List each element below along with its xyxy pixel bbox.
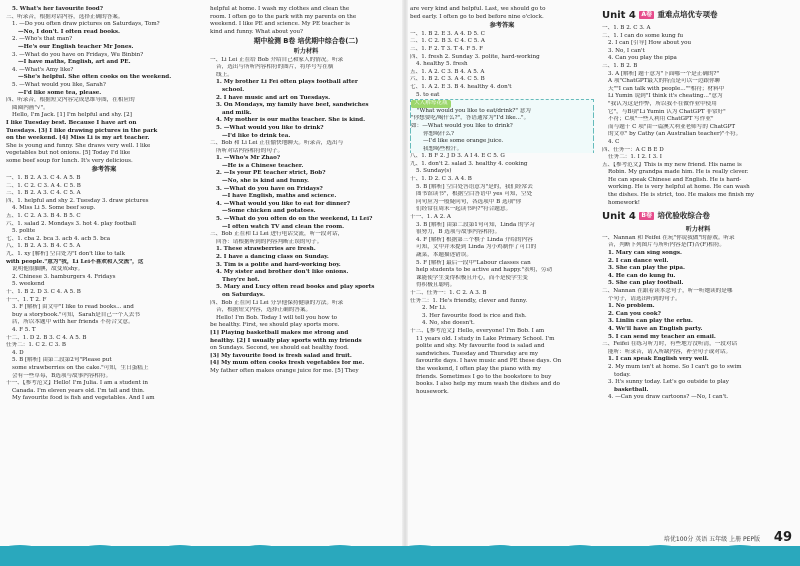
text-line: 图书馆读书"，根据空白答语中 yes 可知，空处 [416,191,533,198]
text-line: buy a storybook."可知，Sarah是自己一个人去书 [12,311,140,318]
text-line: help students to be active and happy."表明，劳动 [416,267,553,274]
text-line: 2. Mr Li. [422,305,447,312]
text-line: —No, she is kind and funny. [222,178,309,185]
text-line: 5. Sunday(s) [416,168,452,175]
column-4 [602,6,794,544]
unit-label: Unit 4 [602,10,636,21]
text-line: I like Tuesday best. Because I have art on [6,119,137,126]
text-line: 5. —What would you like to drink? [216,124,324,131]
text-line: with people."意为"我，Li Lei不喜欢和人交流"，这 [6,258,144,265]
text-line: "What would you like to eat/drink?" 意为 [410,108,594,116]
text-line: 十、1. B 2. D 3. C 4. A 5. B [6,288,81,295]
text-line: —He's our English teacher Mr Jones. [18,43,134,50]
book-info: 培优100分 英语 五年级 上册 PEP版 [663,536,760,543]
section-heading: 听力材料 [293,47,319,55]
text-line: 问句应为一般疑问句，各选项中 B 选项"你 [416,198,522,205]
text-line: 4. We'll have an English party. [608,325,703,332]
text-line: 4. Miss Li 5. Some beef soup. [12,205,96,212]
text-line: 三、Bob 正在和 Li Lei 进行电话交流，听一段对话， [210,231,344,238]
text-line: 3. Linlin can play the erhu. [608,318,693,325]
text-line: 1. —Who's Mr Zhao? [216,155,281,162]
text-line: —I'd like some orange juice. [410,138,594,146]
paper-tag: A卷 [641,11,653,18]
text-line: 三、Feifei 在练习听力时，有些地方没听清，一段对话 [602,341,738,348]
text-line: 十三、【参考范文】Hello, everyone! I'm Bob. I am [410,327,545,334]
text-line: 5. F [解析] 最后一段中"Labour classes can [416,259,531,266]
text-line: 5. I can send my teacher an email. [608,333,716,340]
text-line: They're hot. [222,276,260,283]
text-line: 九、1. xy [解析] 空白处为"I don't like to talk [6,251,125,257]
text-line: 4. My mother is our maths teacher. She is kind. [216,117,366,124]
text-line: 它"，与B项"Li Yumin 认为 ChatGPT 非常好" [608,108,726,115]
text-line: bed early. I often go to bed before nine o'clock. [410,13,544,20]
text-line: 二、Nannan 在跟着读本念句子，听一听她读的是哪 [602,288,733,294]
text-line: 4. My sister and brother don't like onions. [216,269,349,276]
text-line: 5. B [解析] 空白处答语意为"是的，我们经常去 [416,183,533,190]
text-line: 二、Bob 和 Li Lei 正在愉快地聊天。听录音，选出与 [210,140,344,147]
text-line: 三、1. B 2. A 3. C 4. C 5. A [6,190,81,197]
text-line: 音，选出与所听内容相符的图片，将序号写在横 [216,64,334,71]
text-line: 3. —What do you have on Fridays? [216,185,323,192]
text-line: 店，所以本题中 with her friends 不符合文意。 [12,319,134,326]
text-line: 三、听录音，根据对话内容，选择正确的答案。 [6,13,124,20]
text-line: healthy. [2] I usually play sports with my friends [210,337,362,344]
text-line: 十一、1. T 2. F [6,296,47,303]
text-line: —She's helpful. She often cooks on the weekend. [18,74,172,81]
text-line: 可知，文中并未提到 Linda 为小鸡制作了可口的 [416,244,537,251]
text-line: basketball. [614,386,649,393]
text-line: 5. weekend [12,281,45,288]
text-line: 4. F [解析] 根据第三个棋子 Linda 介绍的内容 [416,236,533,243]
unit-4b-heading [602,209,794,224]
text-line: 2. My mum isn't at home. So I can't go to swim [608,363,742,370]
text-line: friends. Sometimes I go to the bookstore to buy [416,373,552,380]
text-line: room. I often go to the park with my parents on the [210,13,357,20]
text-line: 能听：听录音，请入所缺内容，补全句子或对话。 [608,348,732,355]
text-line: 十、1. D 2. C 3. A 4. B [410,176,472,183]
text-line: 1. No problem. [608,303,655,310]
text-line: 十二、任务一：1. C 2. A 3. B [410,289,487,296]
text-line: 回答：请根据听到的内容判断正误的句子。 [216,238,323,245]
text-line: 八、1. B 2. A 3. B 4. C 5. A [6,243,81,250]
column-3 [410,6,594,544]
text-line: polite and shy. My favourite food is salad and [416,343,545,350]
text-line: 蔬菜，本题描述错误。 [416,252,472,258]
tip-box-title: 大人解每花瓶 [411,100,451,108]
text-line: 二、1. I can do some kung fu [602,32,684,39]
text-line: 一、1. B 2. C 3. A [602,25,651,31]
text-line: 三、1. F 2. T 3. T 4. F 5. F [410,45,483,52]
text-line: 4. —What's Amy like? [12,66,74,73]
text-line: 3. It's sunny today. Let's go outside to play [608,379,729,386]
text-line: 七、1. cba 2. bca 3. acb 4. acb 5. bca [6,235,111,242]
text-line: 二、1. C 2. B 3. C 4. C 5. A [410,38,485,45]
text-line: 圆圈内画"√"。 [12,104,49,111]
text-line: sandwiches. Tuesday and Thursday are my [416,350,539,357]
text-line: vegetables but not onions. [5] Today I'd like [6,150,131,157]
footer-band [0,546,800,566]
unit-title: 重难点培优专项卷 [657,10,718,19]
text-line: 3. No, I can't [608,47,645,54]
section-heading: 听力材料 [685,226,711,234]
text-line: —I have English, maths and science. [222,193,337,200]
text-line: 2. I can dance well. [608,257,669,264]
text-line: He can speak Chinese and English. He is hard- [608,176,742,183]
text-line: [4] My mum often cooks fresh vegetables for me. [210,360,365,367]
text-line: 课能使学生变得积极且开心，而不是使学生变 [416,274,528,281]
text-line: 4. F 5. T [12,326,36,333]
text-line: 线上。 [216,71,233,78]
unit-4a-answers [602,25,794,207]
text-line: working. He is very helpful at home. He can wash [608,184,750,191]
text-line: [3] My favourite food is fresh salad and fruit. [210,352,352,359]
text-line: on Sundays. Second, we should eat healthy food. [210,345,349,352]
text-line: 4. Can you play the pipa [608,55,677,62]
text-line: 八、1. B F 2. J D 3. A I 4. E C 5. G [410,153,505,160]
text-line: 会有一些草莓，B选项与故事内容相符。 [12,372,112,379]
text-line: today. [614,371,631,378]
text-line: 5. polite [12,228,36,235]
text-line: 4. D [12,349,24,356]
text-line: 所听对话内容相符的句子。 [216,147,284,154]
text-line: some beef soup for lunch. It's very delicious. [6,157,133,164]
text-line: 十一、1. A 2. A [410,214,451,221]
text-line [410,99,594,108]
section-heading: 参考答案 [489,22,515,30]
text-line: weekend. I like PE and science. My PE teacher is [210,21,350,28]
text-line: 七、1. A 2. E 3. B 4. healthy 4. don't [410,83,512,90]
text-line: 2. I have music and art on Tuesdays. [216,94,331,101]
text-line: "你想要吃/喝什么?"，答语通常为"I'd like..."。 [410,115,594,123]
text-line: Li Yumin 说到"I think it's cheating..."意为 [608,93,723,100]
text-line: helpful at home. I wash my clothes and clean the [210,6,350,12]
text-line: 三、1. B 2. B [602,62,638,69]
text-line: 四、Bob 正在向 Li Lei 分享他保持健康的方法。听录 [210,299,344,306]
text-line: housework. [416,388,449,395]
text-line: —Some chicken and potatoes. [222,208,316,215]
text-line: 音，根据短文内容，选择正确的答案。 [216,307,312,314]
text-line: 五、1. A 2. C 3. B 4. A 5. A [410,68,485,75]
text-line: 九、1. don't 2. salad 3. healthy 4. cooking [410,160,528,167]
text-line: the weekend, I often play the piano with my [416,365,541,372]
text-line: 3. Tim is a polite and hard-working boy. [216,261,341,268]
text-line: 3. —What do you have on Fridays, Wu Binbin? [12,51,144,58]
text-line: and milk. [222,109,252,116]
text-line: 而与题干 C 项"由一篇澳大利亚老师写的 ChatGPT [608,123,736,130]
text-line: 2. —Is your PE teacher strict, Bob? [216,170,326,177]
text-line: 3. On Mondays, my family have beef, sandwiches [216,102,369,109]
text-line: 11 years old. I study in Lake Primary School. I'm [416,335,555,342]
text-line: 5. B [解析] 由第二段第2句"Please put [12,357,112,364]
text-line: 1. —Do you often draw pictures on Saturdays, Tom? [12,21,160,28]
text-line: —I often watch TV and clean the room. [222,223,345,230]
text-line: 四、听录音，根据短文内容完成思维导图，在相应的 [6,97,135,104]
text-line: 3. F [解析] 由文中"I like to read books... and [12,304,134,311]
text-line: 5. —What do you often do on the weekend, Li Lei? [216,216,373,223]
text-line: 2. Can you cook? [608,310,661,317]
text-line: Robin. My grandpa made him. He is really clever. [608,169,749,176]
text-line: 六、1. salad 2. Mondays 3. hot 4. play football [6,220,136,227]
text-line: 1. Mary can sing songs. [608,250,682,257]
text-line: 3. She can play the pipa. [608,265,685,272]
text-line: 1. These strawberries are fresh. [216,246,316,253]
text-line: 不符；C项"一些人利用 ChatGPT 写作业" [608,116,714,123]
exam-heading: 期中检测 B卷 培优期中综合卷(二) [253,37,359,46]
column-2 [210,6,402,544]
text-line: A 项"ChatGPT最大的特点是可以一边跟你聊 [608,78,721,85]
text-line: 任务二：1. I 2. I 3. I [608,154,662,161]
text-line: kind and funny. What about you? [210,28,304,35]
text-line: 音，判断下列图片与所听内容是(T)否(F)相符。 [608,242,726,249]
text-line: 5. Mary and Lucy often read books and play sports [216,284,375,291]
text-line: 5. to eat [416,91,440,98]
text-line: 一、1. B 2. E 3. A 4. D 5. C [410,30,485,37]
text-line: 任务二：1. He's friendly, clever and funny. [410,297,528,304]
text-line: are very kind and helpful. Last, we should go to [410,6,546,12]
text-line: 3. Her favourite food is rice and fish. [422,312,527,319]
text-line: 2. I have a dancing class on Sunday. [216,254,329,260]
text-line: 1. I can speak English very well. [608,356,709,363]
text-line: homework! [608,199,641,206]
column-1 [6,6,202,544]
text-line: My father often makes orange juice for me. [5] They [210,367,359,374]
text-line: —No, I don't. I often read books. [18,28,120,35]
text-line: favourite days. I have music and PE these days. On [416,358,562,365]
text-line: [1] Playing basketball makes me strong and [210,329,349,336]
text-line: 四、1. fresh 2. Sunday 3. polite, hard-working [410,53,540,60]
text-line: 十二、1. D 2. B 3. C 4. A 5. B [6,334,87,341]
text-line: 4. No, she doesn't. [422,320,475,327]
text-line: 4. healthy 5. fresh [416,61,468,68]
text-line: some strawberries on the cake."可知，生日蛋糕上 [12,364,149,371]
text-line: on the weekend. [4] Miss Li is my art teacher. [6,135,150,142]
text-line: 2. Chinese 3. hamburgers 4. Fridays [12,273,116,280]
unit-4b-answers [602,226,794,402]
text-line: 一、Li Lei 正在给 Bob 介绍自己和家人的情况。听录 [210,56,344,63]
page-number: 49 [773,530,792,545]
text-line: Hello, I'm Jack. [1] I'm helpful and shy. [2] [12,112,132,119]
text-line: 很努力，B 选项与故事内容相符。 [416,229,501,236]
text-line: 说明他很腼腆，故变成shy。 [12,266,84,273]
section-heading: 参考答案 [91,166,117,174]
text-line: 我想喝些橙汁。 [410,146,594,154]
text-line: Hello! I'm Bob. Today I will tell you how to [216,314,338,321]
text-line: 二、1. C 2. C 3. A 4. C 5. B [6,182,81,189]
text-line: 五、1. C 2. A 3. B 4. B 5. C [6,213,81,220]
text-line: 的文章" by Cathy (an Australian teacher)"不符。 [608,131,742,138]
text-line: My favourite food is fish and vegetables. And I am [12,395,155,402]
text-line: She is young and funny. She draws very well. I like [6,142,151,149]
text-line: school. [222,86,245,93]
text-line: 3. A [解析] 题干意为"下面哪一个是正确的?" [608,70,720,77]
text-line: 个句子，请选出听到的句子。 [608,295,681,302]
text-line: 5. —What would you like, Sarah? [12,81,106,88]
text-line: 十一、【参考范文】Hello! I'm Julia. I am a student in [6,380,148,387]
text-line: Canada. I'm eleven years old. I'm tall and thin. [12,387,145,394]
text-line: 5. She can play football. [608,280,684,287]
text-line: 4. He can do kung fu. [608,272,676,279]
text-line: —I'd like to drink tea. [222,132,291,139]
book-spine [402,0,408,546]
text-line: 1. My brother Li Fei often plays football after [216,79,358,86]
text-line: 四、1. helpful and shy 2. Tuesday 3. draw pictures [6,197,149,204]
text-line: 如：—What would you like to drink? [410,123,594,131]
text-line: 2. —Who's that man? [12,36,73,43]
text-line: —I have maths, English, art and PE. [18,59,131,66]
text-line: 4. —What would you like to eat for dinner? [216,200,351,207]
text-line: —I'd like some tea, please. [18,89,102,96]
text-line: 天""I can talk with people...""相符；材料中 [608,85,725,92]
text-line: 3. B [解析] 由第二段第1句可知，Linda 的学习 [416,221,535,228]
text-line: 4. —Can you draw cartoons? —No, I can't. [608,394,729,401]
text-line: 五、【参考范文】This is my new friend. His name is [602,161,742,168]
text-line: 2. I can [引导] How about you [608,40,692,47]
text-line: 任务二：1. C 2. C 3. B [6,342,66,349]
unit-label: Unit 4 [602,211,636,223]
text-line: 六、1. B 2. C 3. A 4. C 5. B [410,76,485,83]
text-line: 4. C [608,138,620,145]
unit-4a-heading [602,8,794,23]
unit-title: 培优验收综合卷 [657,211,710,221]
text-line: 们经常在周末一起读书吗?"符合题意。 [416,206,512,213]
text-line: books. I also help my mum wash the dishes and do [416,381,560,388]
paper-tag: B卷 [641,212,652,220]
text-line: 得积极且聪明。 [416,282,456,289]
text-line: 5. What's her favourite food? [12,6,103,12]
text-line: be healthy. First, we should play sports more. [210,322,340,329]
text-line: the dishes. He is strict, too. He makes me finish my [608,192,755,199]
text-line: 四、任务一：A C B E D [602,146,664,153]
text-line: Tuesdays. [3] I like drawing pictures in the park [6,127,158,134]
text-line: "我认为这是作弊，所以我不在做作业中使用 [608,100,717,107]
text-line: 你想喝什么? [410,131,594,139]
text-line: —He is a Chinese teacher. [222,162,304,169]
text-line: 一、Nannan 和 Feifei 在玩"你说我做"的游戏。听录 [602,234,735,241]
text-line: 一、1. B 2. A 3. C 4. A 5. B [6,175,81,182]
text-line: on Saturdays. [222,291,265,298]
